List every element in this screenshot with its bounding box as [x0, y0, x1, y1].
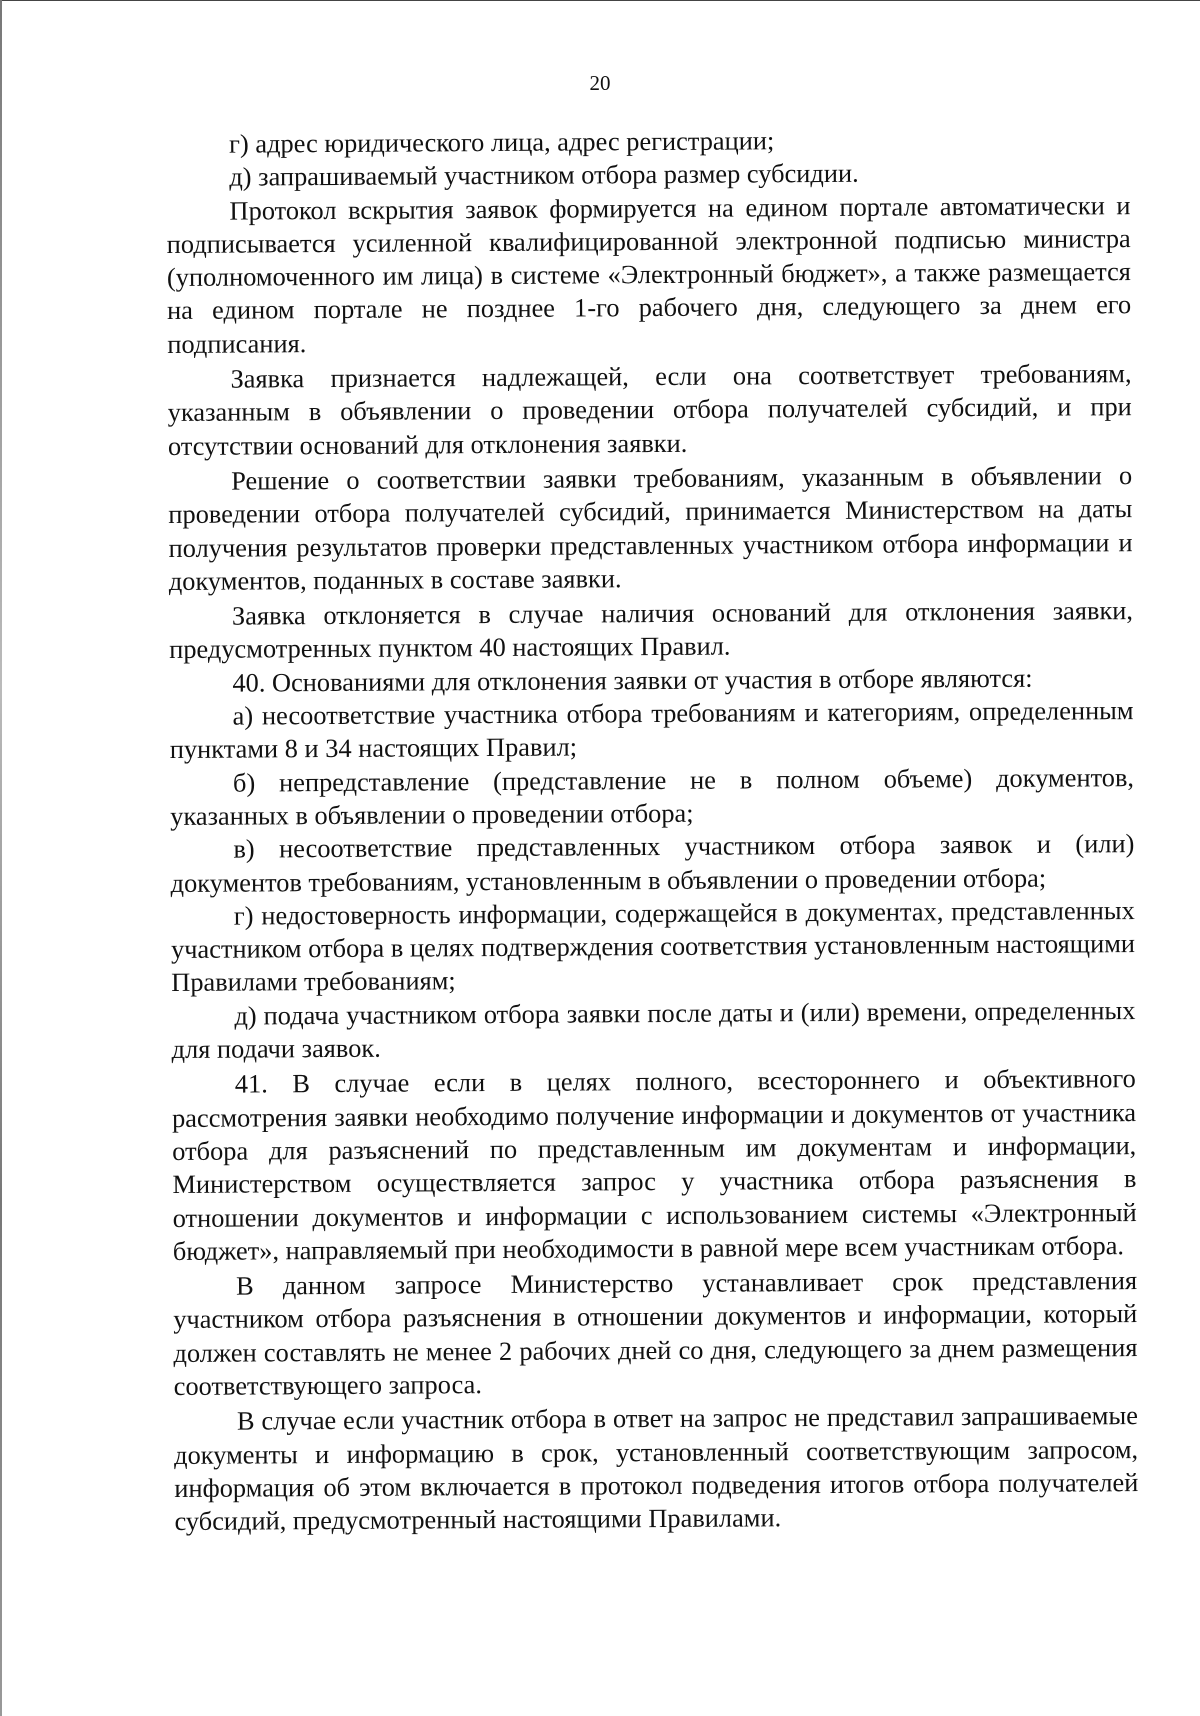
scan-edge-left: [0, 0, 2, 1716]
paragraph-compliance-decision: Решение о соответствии заявки требованиям, указанным в объявлении о проведении отбора получателей субсидий, принимается Министерством на даты получения результатов проверки представленных участником отбора информации и документов, поданных в составе заявки.: [168, 460, 1133, 596]
clause-40-item-b: б) непредставление (представление не в полном объеме) документов, указанных в объявлении о проведении отбора;: [170, 761, 1135, 831]
clause-40-item-a: а) несоответствие участника отбора требованиям и категориям, определенным пунктами 8 и 34 настоящих Правил;: [169, 695, 1134, 765]
document-body: [166, 122, 1139, 1538]
paragraph-no-response: В случае если участник отбора в ответ на запрос не представил запрашиваемые документы и информацию в срок, установленный соответствующим запросом, информация об этом включается в протокол подведения итогов отбора получателей субсидий, предусмотренный настоящими Правилами.: [174, 1400, 1139, 1537]
page-number: 20: [589, 71, 611, 95]
clause-41: 41. В случае если в целях полного, всестороннего и объективного рассмотрения заявки необходимо получение информации и документов от участника отбора для разъяснений по представленным им документам и информации, Министерством осуществляется запрос у участника отбора разъяснения в отношении документов и информации с использованием системы «Электронный бюджет», направляемый при необходимости в равной мере всем участникам отбора.: [171, 1063, 1137, 1266]
paragraph-request-deadline: В данном запросе Министерство устанавливает срок представления участником отбора разъяснения в отношении документов и информации, который должен составлять не менее 2 рабочих дней со дня, следующего за днем размещения соответствующего запроса.: [173, 1265, 1138, 1401]
scan-edge-top: [0, 0, 1200, 1]
clause-40-heading: 40. Основаниями для отклонения заявки от участия в отборе являются:: [232, 662, 1033, 698]
clause-40-item-g: г) недостоверность информации, содержащейся в документах, представленных участником отбора в целях подтверждения соответствия установленным настоящими Правилами требованиям;: [170, 894, 1136, 998]
clause-40-item-v: в) несоответствие представленных участником отбора заявок и (или) документов требованиям, установленным в объявлении о проведении отбора;: [170, 828, 1135, 898]
list-item-d-subsidy-amount: д) запрашиваемый участником отбора размер субсидии.: [229, 158, 859, 192]
paragraph-rejection: Заявка отклоняется в случае наличия оснований для отклонения заявки, предусмотренных пунктом 40 настоящих Правил.: [169, 595, 1134, 665]
paragraph-opening-protocol: Протокол вскрытия заявок формируется на едином портале автоматически и подписывается усиленной квалифицированной электронной подписью министра (уполномоченного им лица) в системе «Электронный бюджет», а также размещается на едином портале не позднее 1-го рабочего дня, следующего за днем его подписания.: [166, 189, 1132, 359]
list-item-g-address: г) адрес юридического лица, адрес регистрации;: [229, 125, 775, 159]
clause-40-item-d: д) подача участником отбора заявки после даты и (или) времени, определенных для подачи заявок.: [171, 994, 1136, 1064]
paragraph-proper-application: Заявка признается надлежащей, если она соответствует требованиям, указанным в объявлении о проведении отбора получателей субсидий, и при отсутствии оснований для отклонения заявки.: [167, 358, 1132, 461]
